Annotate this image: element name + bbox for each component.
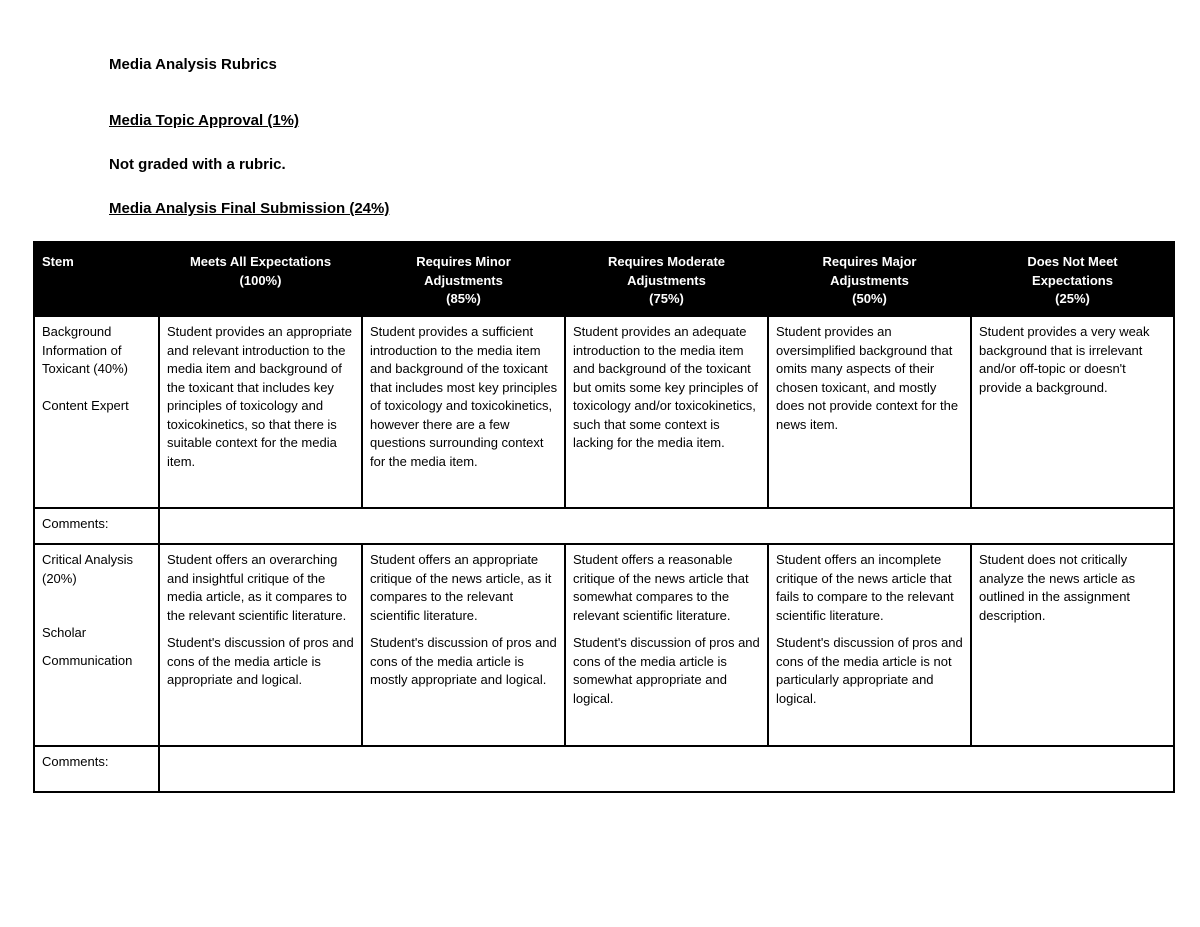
document-title: Media Analysis Rubrics [109, 56, 277, 73]
criteria-cell: Student offers a reasonable critique of the news article that somewhat compares to the relevant scientific literature. Student's discussion of pros and cons of the media article is somewhat appropriate and logical. [565, 544, 768, 746]
header-requires-major-adjustments: Requires Major Adjustments (50%) [768, 242, 971, 316]
criteria-cell: Student does not critically analyze the news article as outlined in the assignment description. [971, 544, 1174, 746]
comments-field[interactable] [159, 508, 1174, 544]
stem-role: Communication [42, 652, 133, 668]
criteria-cell: Student offers an overarching and insightful critique of the media article, as it compares to the relevant scientific literature. Student's discussion of pros and cons of the media article is appropriate and logical. [159, 544, 362, 746]
criteria-cell: Student offers an appropriate critique of the news article, as it compares to the relevant scientific literature. Student's discussion of pros and cons of the media article is mostly appropriate and logical. [362, 544, 565, 746]
criteria-cell: Student provides a very weak background that is irrelevant and/or off-topic or doesn't provide a background. [971, 316, 1174, 508]
comments-label: Comments: [34, 508, 159, 544]
rubric-table [33, 241, 1175, 793]
criteria-cell: Student provides a sufficient introduction to the media item and background of the toxicant that includes most key principles of toxicology and toxicokinetics, however there are a few questions surrounding context for the media item. [362, 316, 565, 508]
rubric-header-row [34, 242, 1174, 316]
stem-role: Scholar [42, 625, 87, 640]
section-title-final-submission: Media Analysis Final Submission (24%) [109, 200, 390, 217]
rubric-comments-row [34, 746, 1174, 792]
rubric-row-critical-analysis [34, 544, 1174, 746]
rubric-row-background-information [34, 316, 1174, 508]
stem-cell-critical-analysis: Critical Analysis (20%) Scholar Communication [34, 544, 159, 746]
section-title-topic-approval: Media Topic Approval (1%) [109, 112, 300, 129]
header-requires-moderate-adjustments: Requires Moderate Adjustments (75%) [565, 242, 768, 316]
stem-role: Content Expert [42, 397, 129, 413]
criteria-cell: Student offers an incomplete critique of the news article that fails to compare to the relevant scientific literature. Student's discussion of pros and cons of the media article is not particularly appropriate and logical. [768, 544, 971, 746]
header-stem: Stem [34, 242, 159, 316]
criteria-cell: Student provides an appropriate and relevant introduction to the media item and background of the toxicant that includes key principles of toxicology and toxicokinetics, so that there is suitable context for the media item. [159, 316, 362, 508]
criteria-cell: Student provides an oversimplified background that omits many aspects of their chosen toxicant, and mostly does not provide context for the news item. [768, 316, 971, 508]
section-note: Not graded with a rubric. [109, 156, 286, 173]
comments-label: Comments: [34, 746, 159, 792]
criteria-cell: Student provides an adequate introduction to the media item and background of the toxicant but omits some key principles of toxicology and/or toxicokinetics, such that some context is lacking for the media item. [565, 316, 768, 508]
header-requires-minor-adjustments: Requires Minor Adjustments (85%) [362, 242, 565, 316]
comments-field[interactable] [159, 746, 1174, 792]
stem-cell-background: Background Information of Toxicant (40%) Content Expert [34, 316, 159, 508]
header-does-not-meet-expectations: Does Not Meet Expectations (25%) [971, 242, 1174, 316]
header-meets-all-expectations: Meets All Expectations (100%) [159, 242, 362, 316]
rubric-comments-row [34, 508, 1174, 544]
